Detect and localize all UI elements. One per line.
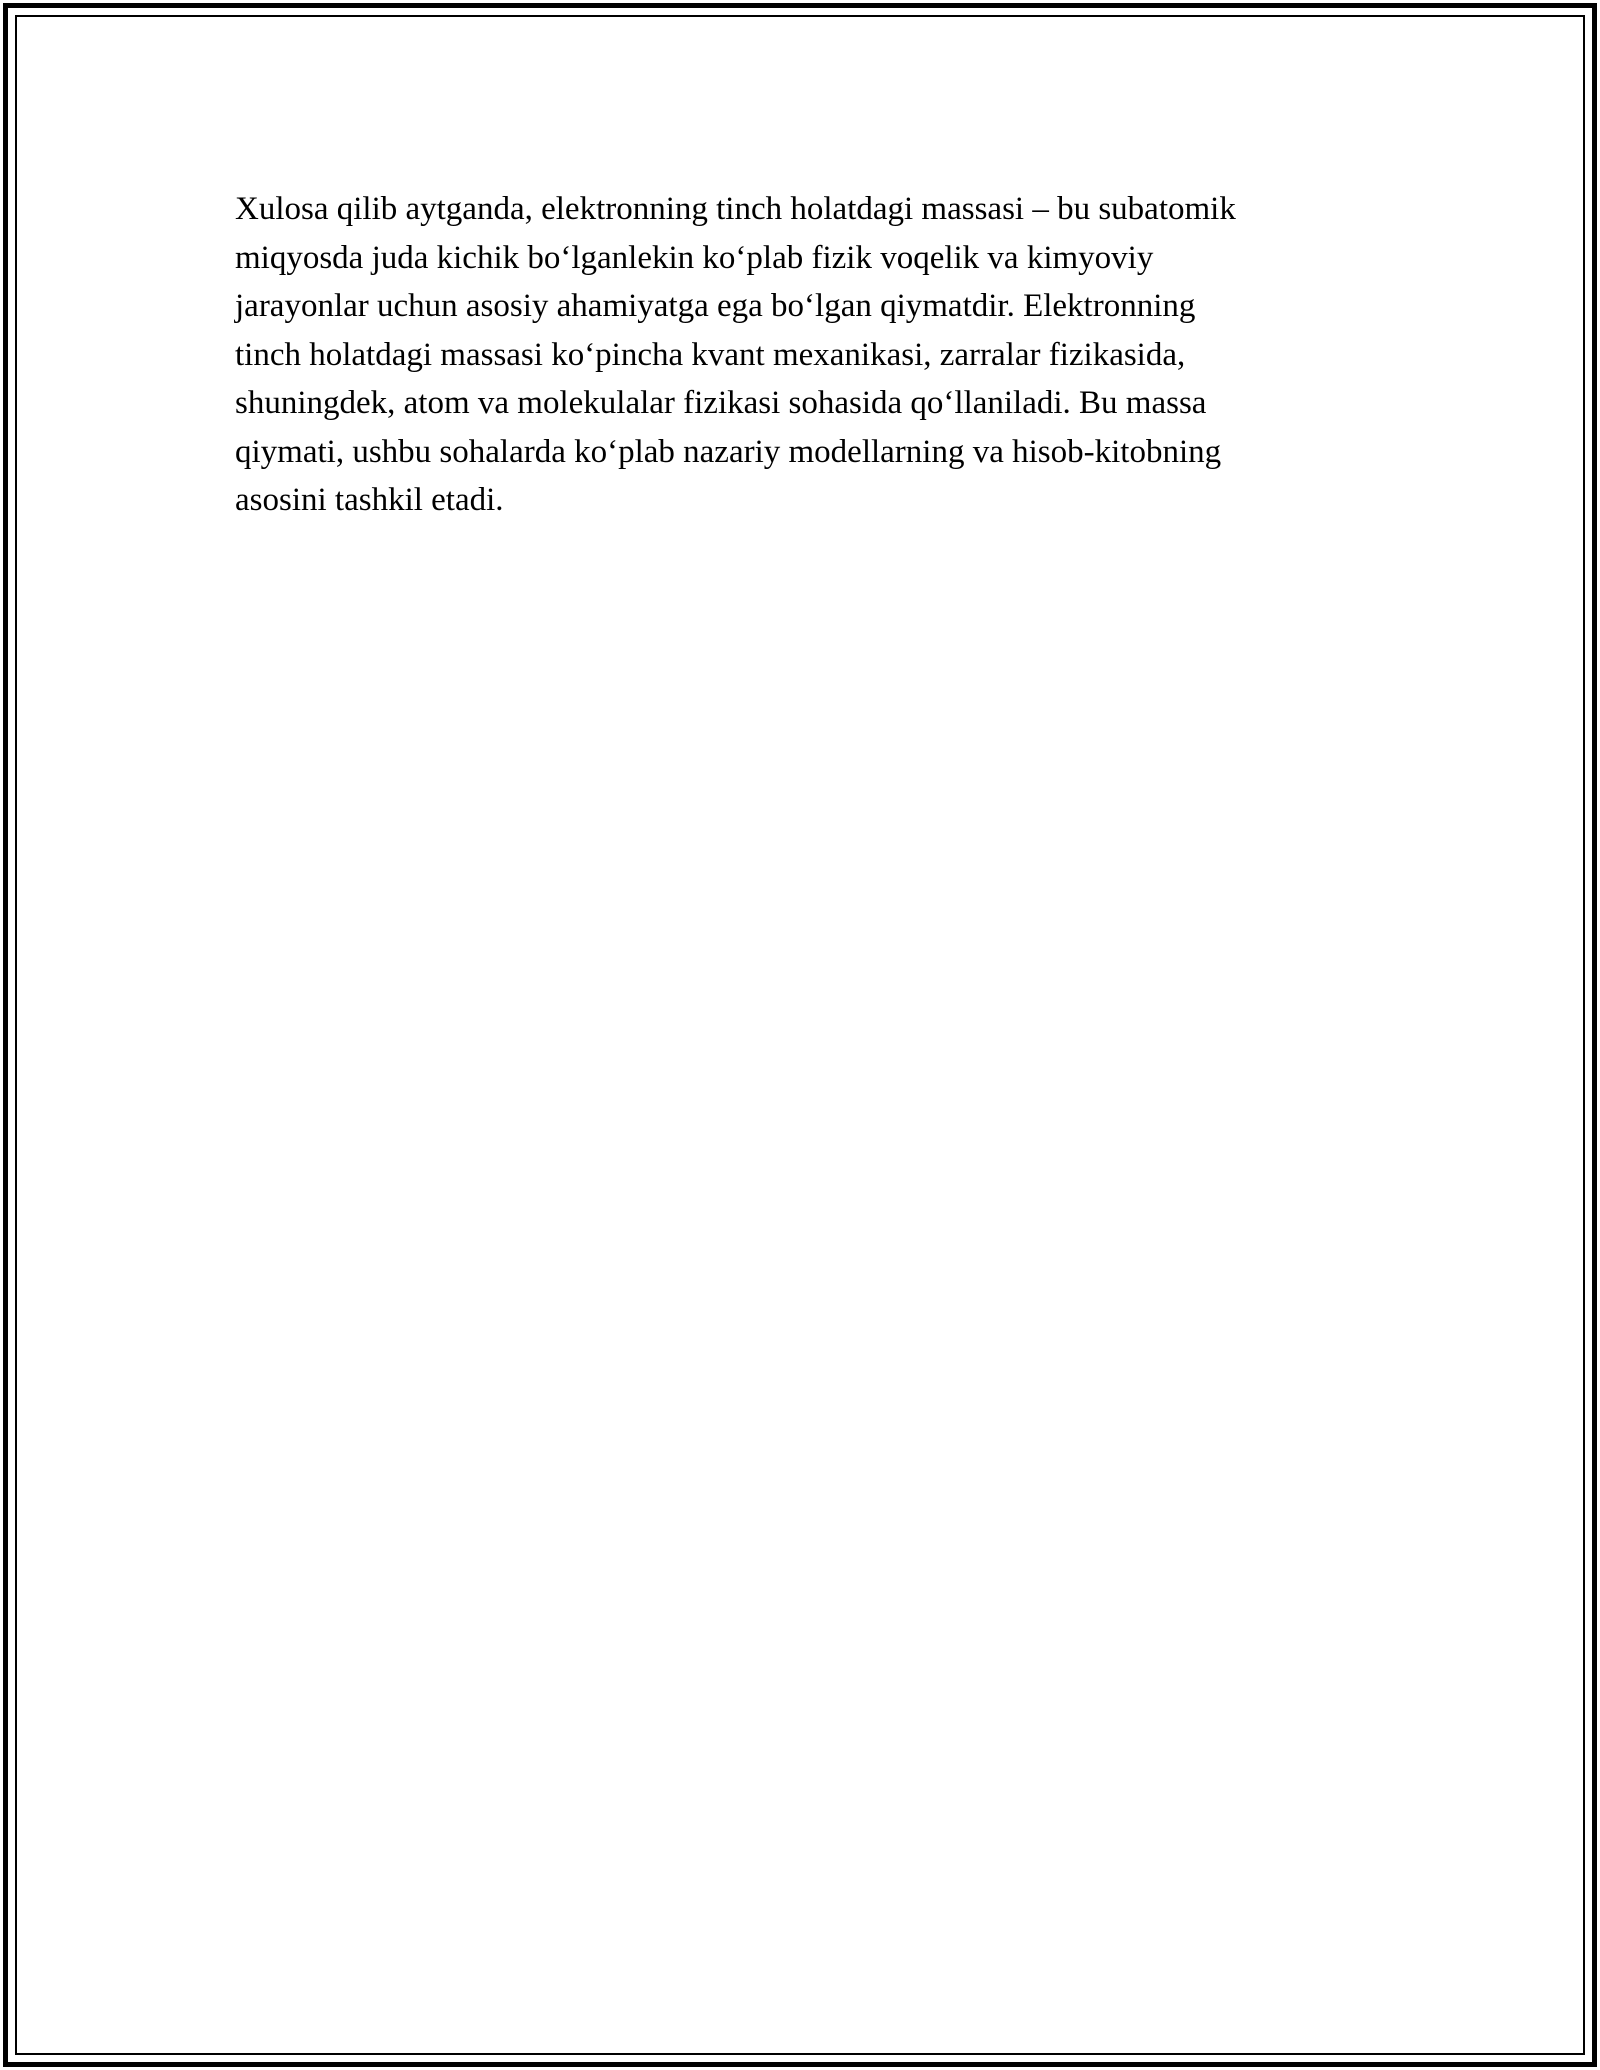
conclusion-paragraph: Xulosa qilib aytganda, elektronning tinch holatdagi massasi – bu subatomik miqyosda juda kichik bo‘lganlekin ko‘plab fizik voqelik va kimyoviy jarayonlar uchun asosiy ahamiyatga ega bo‘lgan qiymatdir. Elektronning tinch holatdagi massasi ko‘pincha kvant mexanikasi, zarralar fizikasida, shuningdek, atom va molekulalar fizikasi sohasida qo‘llaniladi. Bu massa qiymati, ushbu sohalarda ko‘plab nazariy modellarning va hisob-kitobning asosini tashkil etadi.: [235, 191, 1236, 518]
page-content: [235, 185, 1365, 525]
